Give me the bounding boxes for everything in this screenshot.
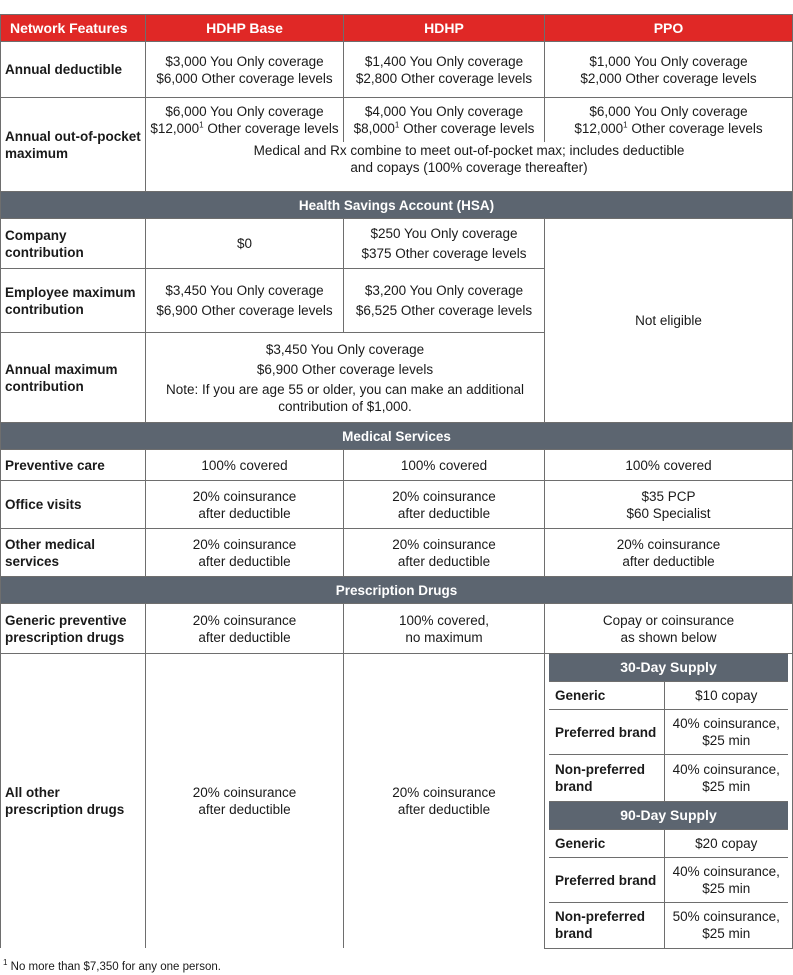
generic-preventive-hdhp: 100% covered, no maximum [344,604,545,654]
supply30-title: 30-Day Supply [549,654,788,682]
supply90-nonpreferred-value: 50% coinsurance, $25 min [664,903,788,948]
supply90-generic-value: $20 copay [664,830,788,858]
employee-max-hdhp-base: $3,450 You Only coverage $6,900 Other coverage levels [146,269,344,333]
label-generic-preventive: Generic preventive prescription drugs [1,604,146,654]
other-medical-hdhp-base: 20% coinsurance after deductible [146,529,344,577]
row-company-contribution [1,219,793,269]
supply90-generic-row [549,830,788,858]
row-all-other-rx [1,654,793,949]
company-contribution-hdhp: $250 You Only coverage $375 Other coverage levels [344,219,545,269]
all-other-rx-hdhp: 20% coinsurance after deductible [344,654,545,949]
row-generic-preventive [1,604,793,654]
generic-preventive-ppo: Copay or coinsurance as shown below [545,604,793,654]
supply30-preferred-value: 40% coinsurance, $25 min [664,710,788,755]
section-medical [1,423,793,450]
header-hdhp: HDHP [344,15,545,42]
hsa-ppo-not-eligible: Not eligible [545,219,793,423]
row-office-visits [1,481,793,529]
annual-max-contribution-value: $3,450 You Only coverage $6,900 Other coverage levels Note: If you are age 55 or older, you can make an additional contribution of $1,000. [146,333,545,423]
header-ppo: PPO [545,15,793,42]
label-annual-max-contribution: Annual maximum contribution [1,333,146,423]
benefits-comparison-table [0,14,793,949]
supply90-generic-label: Generic [549,830,664,858]
supply-table [549,654,788,948]
other-medical-hdhp: 20% coinsurance after deductible [344,529,545,577]
oop-hdhp-base: $6,000 You Only coverage $12,000$^1$ Other coverage levels [146,98,344,142]
label-office-visits: Office visits [1,481,146,529]
header-network-features: Network Features [1,15,146,42]
row-preventive-care [1,450,793,481]
supply90-title: 90-Day Supply [549,802,788,830]
supply30-preferred-row [549,710,788,755]
oop-combined-note: Medical and Rx combine to meet out-of-pocket max; includes deductible and copays (100% coverage thereafter) [146,142,793,192]
supply90-preferred-label: Preferred brand [549,858,664,903]
preventive-hdhp-base: 100% covered [146,450,344,481]
generic-preventive-hdhp-base: 20% coinsurance after deductible [146,604,344,654]
all-other-rx-hdhp-base: 20% coinsurance after deductible [146,654,344,949]
label-preventive-care: Preventive care [1,450,146,481]
label-other-medical: Other medical services [1,529,146,577]
label-company-contribution: Company contribution [1,219,146,269]
oop-hdhp: $4,000 You Only coverage $8,000$^1$ Other coverage levels [344,98,545,142]
section-hsa [1,192,793,219]
office-visits-hdhp: 20% coinsurance after deductible [344,481,545,529]
age-55-note: Note: If you are age 55 or older, you can make an additional contribution of $1,000. [166,381,524,414]
company-contribution-hdhp-base: $0 [146,219,344,269]
section-title-rx: Prescription Drugs [1,577,793,604]
label-all-other-rx: All other prescription drugs [1,654,146,949]
supply30-nonpreferred-row [549,755,788,802]
row-oop-amounts [1,98,793,142]
deductible-hdhp: $1,400 You Only coverage $2,800 Other coverage levels [344,42,545,98]
employee-max-hdhp: $3,200 You Only coverage $6,525 Other coverage levels [344,269,545,333]
supply90-nonpreferred-label: Non-preferred brand [549,903,664,948]
preventive-hdhp: 100% covered [344,450,545,481]
supply90-header [549,802,788,830]
supply30-generic-label: Generic [549,682,664,710]
all-other-rx-ppo [545,654,793,949]
supply90-nonpreferred-row [549,903,788,948]
supply30-preferred-label: Preferred brand [549,710,664,755]
supply90-preferred-value: 40% coinsurance, $25 min [664,858,788,903]
header-row [1,15,793,42]
deductible-hdhp-base: $3,000 You Only coverage $6,000 Other coverage levels [146,42,344,98]
office-visits-hdhp-base: 20% coinsurance after deductible [146,481,344,529]
footnote-marker: 1 [394,120,400,130]
supply30-generic-value: $10 copay [664,682,788,710]
header-hdhp-base: HDHP Base [146,15,344,42]
supply90-preferred-row [549,858,788,903]
section-title-hsa: Health Savings Account (HSA) [1,192,793,219]
oop-ppo: $6,000 You Only coverage $12,000$^1$ Other coverage levels [545,98,793,142]
label-employee-max: Employee maximum contribution [1,269,146,333]
footnote-marker: 1 [199,120,204,130]
row-other-medical [1,529,793,577]
section-title-medical: Medical Services [1,423,793,450]
footnote: $^1$ No more than $7,350 for any one person. [3,958,221,973]
footnote-marker: 1 [3,958,8,968]
section-rx [1,577,793,604]
supply30-header [549,654,788,682]
other-medical-ppo: 20% coinsurance after deductible [545,529,793,577]
supply30-nonpreferred-value: 40% coinsurance, $25 min [664,755,788,802]
supply30-generic-row [549,682,788,710]
deductible-ppo: $1,000 You Only coverage $2,000 Other coverage levels [545,42,793,98]
office-visits-ppo: $35 PCP $60 Specialist [545,481,793,529]
label-oop-max: Annual out-of-pocket maximum [1,98,146,192]
row-annual-deductible [1,42,793,98]
footnote-marker: 1 [623,120,628,130]
preventive-ppo: 100% covered [545,450,793,481]
supply30-nonpreferred-label: Non-preferred brand [549,755,664,802]
label-annual-deductible: Annual deductible [1,42,146,98]
